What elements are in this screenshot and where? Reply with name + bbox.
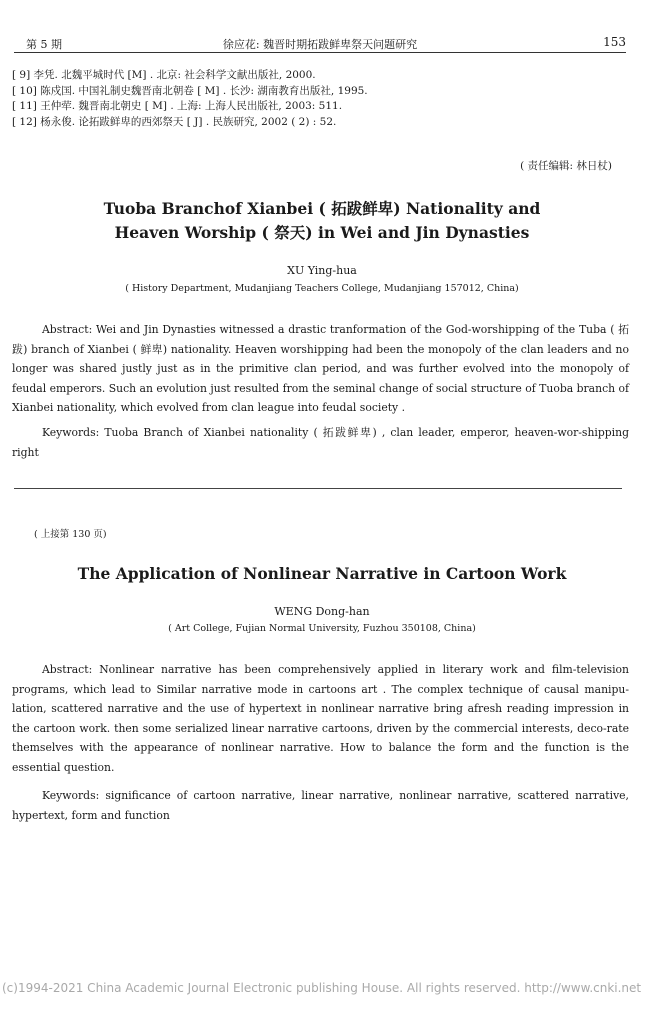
- abstract: [12, 660, 629, 777]
- title-line: Tuoba Branchof Xianbei ( 拓跋鲜卑) Nationality and: [103, 199, 541, 218]
- keywords-label: Keywords:: [42, 426, 100, 439]
- running-header: [14, 0, 626, 52]
- keywords: [12, 786, 629, 825]
- issue-label: 第 5 期: [26, 38, 62, 51]
- page-number: 153: [603, 35, 626, 49]
- reference-item: [ 12] 杨永俊. 论拓跋鲜卑的西郊祭天 [ J] . 民族研究, 2002 ( 2) : 52.: [12, 115, 337, 128]
- author-name: XU Ying-hua: [287, 264, 357, 277]
- section-divider: [14, 488, 622, 489]
- keywords-text: significance of cartoon narrative, linear narrative, nonlinear narrative, scattered narrative, hypertext, form and function: [12, 789, 629, 822]
- reference-item: [ 9] 李凭. 北魏平城时代 [M] . 北京: 社会科学文献出版社, 2000.: [12, 69, 316, 81]
- abstract-label: Abstract:: [42, 663, 93, 676]
- author-affiliation: ( Art College, Fujian Normal University, Fuzhou 350108, China): [168, 623, 476, 634]
- reference-item: [ 10] 陈戍国. 中国礼制史魏晋南北朝卷 [ M] . 长沙: 湖南教育出版社, 1995.: [12, 84, 368, 97]
- article-title: The Application of Nonlinear Narrative in Cartoon Work: [77, 564, 567, 583]
- abstract-text: Nonlinear narrative has been comprehensively applied in literary work and film-television programs, which lead to Similar narrative mode in cartoons art . The complex technique of causal manipu-lation, scattered narrative and the use of hypertext in nonlinear narrative bring afresh reading impression in the cartoon work. then some serialized linear narrative cartoons, driven by the commercial interests, deco-rate themselves with the appearance of nonlinear narrative. How to balance the form and the function is the essential question.: [12, 663, 629, 774]
- author-affiliation: ( History Department, Mudanjiang Teachers College, Mudanjiang 157012, China): [125, 283, 519, 294]
- abstract: [12, 320, 629, 418]
- keywords-text: Tuoba Branch of Xianbei nationality ( 拓跋鲜卑) , clan leader, emperor, heaven-wor-shipping right: [12, 426, 629, 459]
- editor-note: ( 责任编辑: 林日杖): [520, 160, 612, 172]
- header-rule: [14, 52, 626, 53]
- copyright-footer: (c)1994-2021 China Academic Journal Electronic publishing House. All rights reserved. http://www.cnki.net: [2, 981, 642, 995]
- article-title: [0, 197, 644, 245]
- title-line: Heaven Worship ( 祭天) in Wei and Jin Dynasties: [114, 223, 530, 242]
- keywords: [12, 423, 629, 462]
- keywords-label: Keywords:: [42, 789, 100, 802]
- abstract-text: Wei and Jin Dynasties witnessed a drastic tranformation of the God-worshipping of the Tuba ( 拓跋) branch of Xianbei ( 鲜卑) nationality. Heaven worshipping had been the monopoly of the clan leaders and no longer was shared justly just as in the primitive clan period, and was further evolved into the monopoly of feudal emperors. Such an evolution just resulted from the seminal change of social structure of Tuoba branch of Xianbei nationality, which evolved from clan league into feudal society .: [12, 323, 629, 414]
- author-name: WENG Dong-han: [274, 605, 370, 618]
- abstract-label: Abstract:: [42, 323, 93, 336]
- running-title: 徐应花: 魏晋时期拓跋鲜卑祭天问题研究: [222, 38, 418, 51]
- continued-note: ( 上接第 130 页): [34, 529, 107, 540]
- reference-item: [ 11] 王仲荦. 魏晋南北朝史 [ M] . 上海: 上海人民出版社, 2003: 511.: [12, 100, 343, 112]
- reference-list: [12, 68, 612, 130]
